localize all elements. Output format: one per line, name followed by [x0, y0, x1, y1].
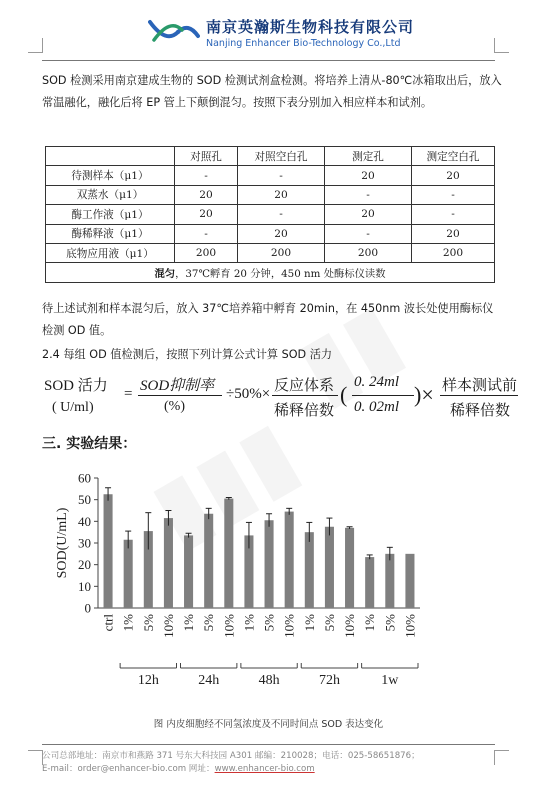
group-label: 24h: [198, 673, 220, 688]
reagent-table: [45, 146, 495, 283]
x-tick-label: 10%: [281, 614, 297, 638]
table-cell: 酶稀释液（μ1）: [46, 224, 175, 243]
table-row: [46, 205, 495, 224]
bar: [325, 527, 334, 608]
y-tick-label: 0: [84, 600, 91, 616]
table-cell: 20: [412, 166, 495, 185]
formula-frac1-bottom: (%): [164, 399, 185, 414]
table-row: [46, 243, 495, 262]
bar: [164, 518, 173, 608]
table-cell: -: [175, 166, 238, 185]
formula-frac3-bottom: 0. 02ml: [354, 399, 399, 415]
y-tick-label: 10: [78, 578, 91, 594]
table-cell: -: [238, 166, 325, 185]
crop-mark-bottom-left: [28, 750, 43, 765]
table-cell: 酶工作液（μ1）: [46, 205, 175, 224]
y-tick-label: 20: [78, 557, 91, 573]
y-axis-label: SOD(U/mL): [55, 507, 70, 579]
x-tick-label: 5%: [261, 614, 277, 632]
crop-mark-top-right: [494, 38, 509, 53]
x-tick-label: 5%: [382, 614, 398, 632]
formula-lparen: (: [340, 382, 348, 407]
table-cell: -: [238, 205, 325, 224]
group-label: 12h: [137, 673, 159, 688]
table-cell: 200: [175, 243, 238, 262]
x-tick-label: 5%: [201, 614, 217, 632]
bar: [265, 520, 274, 608]
bar: [124, 540, 133, 608]
fraction-bar: [272, 395, 338, 396]
figure-caption: 图 内皮细胞经不同氢浓度及不同时间点 SOD 表达变化: [153, 719, 384, 730]
footer-divider: [42, 744, 495, 745]
table-cell: 底物应用液（μ1）: [46, 243, 175, 262]
table-header-row: [46, 147, 495, 166]
table-cell: -: [412, 185, 495, 204]
sod-formula: [40, 368, 520, 428]
group-label: 1w: [381, 673, 399, 688]
footnote-bold: 混匀: [154, 268, 176, 281]
bar: [285, 512, 294, 608]
footnote-text: ，37℃孵育 20 分钟，450 nm 处酶标仪读数: [175, 268, 386, 281]
x-tick-label: 1%: [120, 614, 136, 632]
formula-equals: =: [124, 386, 133, 402]
y-tick-label: 60: [78, 470, 91, 486]
table-cell: 待测样本（μ1）: [46, 166, 175, 185]
table-cell: 200: [412, 243, 495, 262]
crop-mark-top-left: [28, 38, 43, 53]
formula-lhs-top: SOD 活力: [44, 378, 108, 394]
bar: [385, 554, 394, 608]
bar: [204, 514, 213, 608]
formula-frac2-top: 反应体系: [274, 378, 335, 394]
formula-rparen: )×: [414, 382, 434, 407]
y-tick-label: 30: [78, 535, 91, 551]
table-header-cell: 测定空白孔: [412, 147, 495, 166]
bar: [305, 532, 314, 608]
table-cell: -: [412, 205, 495, 224]
x-tick-label: 10%: [221, 614, 237, 638]
x-tick-label: 10%: [342, 614, 358, 638]
x-tick-label: 5%: [140, 614, 156, 632]
bar: [345, 528, 354, 608]
table-header-cell: [46, 147, 175, 166]
table-cell: -: [325, 185, 412, 204]
table-cell: 200: [238, 243, 325, 262]
bar: [184, 535, 193, 608]
y-tick-label: 40: [78, 513, 91, 529]
x-tick-label: 10%: [402, 614, 418, 638]
formula-frac4-top: 样本测试前: [442, 378, 518, 394]
bar: [365, 557, 374, 608]
table-cell: 20: [238, 224, 325, 243]
table-row: [46, 185, 495, 204]
footer-email: E-mail：order@enhancer-bio.com 网址：: [42, 764, 215, 774]
table-row: [46, 166, 495, 185]
step-paragraph: 2.4 每组 OD 值检测后，按照下列计算公式计算 SOD 活力: [42, 348, 333, 361]
table-cell: 20: [325, 205, 412, 224]
formula-lhs-bottom: ( U/ml): [52, 400, 94, 415]
header-divider: [42, 60, 495, 61]
table-row: [46, 224, 495, 243]
table-cell: 200: [325, 243, 412, 262]
x-tick-label: ctrl: [100, 614, 116, 632]
formula-frac2-bottom: 稀释倍数: [274, 403, 335, 419]
formula-frac4-bottom: 稀释倍数: [450, 403, 511, 419]
table-footnote-row: [46, 263, 495, 282]
bar: [104, 494, 113, 608]
section-title: 三. 实验结果：: [42, 436, 137, 452]
table-header-cell: 对照空白孔: [238, 147, 325, 166]
table-cell: 双蒸水（μ1）: [46, 185, 175, 204]
x-tick-label: 1%: [362, 614, 378, 632]
formula-divide: ÷50%×: [226, 386, 271, 402]
x-tick-label: 10%: [160, 614, 176, 638]
crop-mark-bottom-right: [494, 750, 509, 765]
fraction-bar: [440, 395, 518, 396]
group-label: 48h: [258, 673, 280, 688]
footer: [42, 750, 420, 776]
fraction-bar: [352, 395, 414, 396]
company-name-cn: 南京英瀚斯生物科技有限公司: [206, 17, 415, 36]
table-header-cell: 测定孔: [325, 147, 412, 166]
table-cell: 20: [238, 185, 325, 204]
table-cell: 20: [325, 166, 412, 185]
incubation-paragraph: 待上述试剂和样本混匀后，放入 37℃培养箱中孵育 20min，在 450nm 波长处使用酶标仪检测 OD 值。: [42, 302, 494, 337]
table-cell: 20: [175, 185, 238, 204]
table-cell: 20: [175, 205, 238, 224]
x-tick-label: 1%: [241, 614, 257, 632]
company-name-en: Nanjing Enhancer Bio-Technology Co.,Ltd: [206, 37, 401, 49]
x-tick-label: 1%: [181, 614, 197, 632]
sod-bar-chart: [40, 460, 480, 710]
bar: [224, 499, 233, 608]
formula-frac3-top: 0. 24ml: [354, 374, 399, 390]
company-logo-icon: [148, 14, 200, 50]
x-tick-label: 1%: [301, 614, 317, 632]
table-footnote: [46, 263, 495, 282]
table-cell: -: [175, 224, 238, 243]
table-cell: -: [325, 224, 412, 243]
footer-website-link[interactable]: www.enhancer-bio.com: [214, 764, 315, 774]
formula-frac1-top: SOD抑制率: [140, 378, 215, 394]
intro-paragraph: SOD 检测采用南京建成生物的 SOD 检测试剂盒检测。将培养上清从-80℃冰箱取出后，放入常温融化，融化后将 EP 管上下颠倒混匀。按照下表分别加入相应样本和试剂。: [42, 74, 502, 109]
fraction-bar: [138, 395, 222, 396]
x-tick-label: 5%: [321, 614, 337, 632]
letterhead: [148, 14, 414, 50]
bar: [405, 554, 414, 608]
table-cell: 20: [412, 224, 495, 243]
group-label: 72h: [318, 673, 340, 688]
footer-address: 公司总部地址：南京市和燕路 371 号东大科技园 A301 邮编：210028；电话：025-58651876；: [42, 751, 420, 761]
y-tick-label: 50: [78, 492, 91, 508]
table-header-cell: 对照孔: [175, 147, 238, 166]
